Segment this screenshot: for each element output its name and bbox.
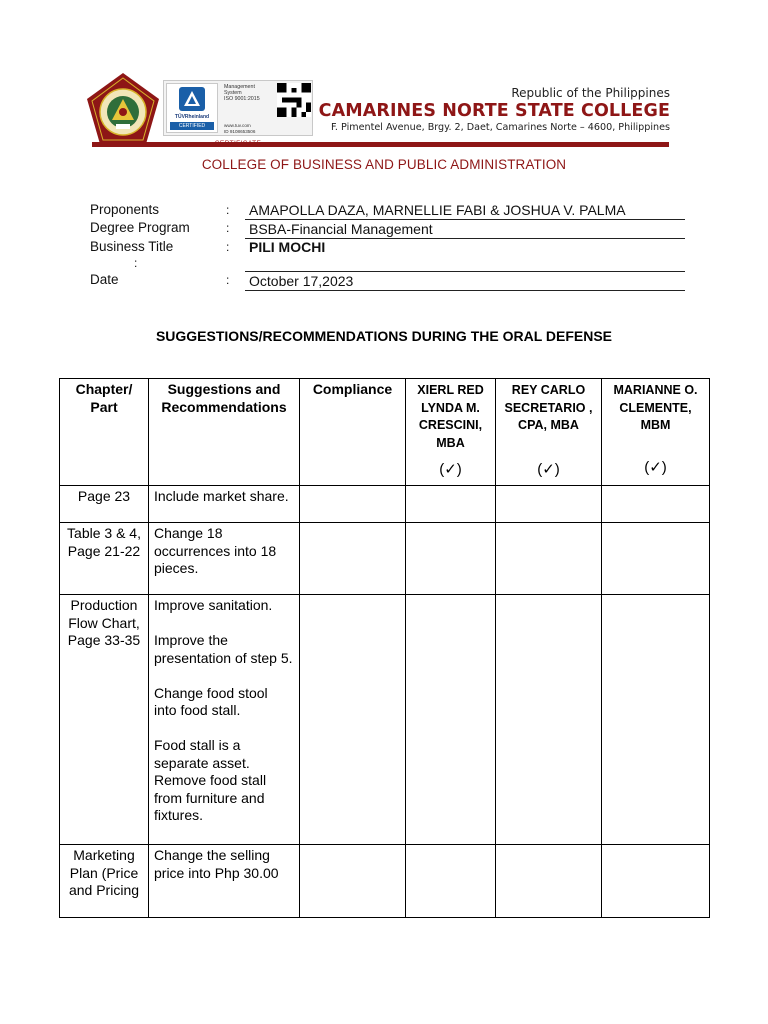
panel-2-check: (✓) [537, 460, 560, 478]
row-4-suggestions [149, 845, 300, 918]
header-compliance: Compliance [300, 379, 406, 486]
proponents-label: Proponents [90, 202, 160, 217]
row-4-compliance [300, 845, 406, 918]
proponents-value: AMAPOLLA DAZA, MARNELLIE FABI & JOSHUA V. PALMA [245, 202, 685, 220]
row-2-panel-2 [496, 523, 602, 595]
row-4-panel-3 [602, 845, 710, 918]
header-panel-1 [406, 379, 496, 486]
degree-value: BSBA-Financial Management [245, 221, 685, 239]
row-1-panel-2 [496, 486, 602, 523]
panel-1-name: XIERL RED LYNDA M. CRESCINI, MBA [417, 383, 484, 450]
row-2-suggestions [149, 523, 300, 595]
date-label: Date [90, 272, 119, 287]
suggestion-text: Change the selling price into Php 30.00 [154, 847, 279, 881]
row-1-chapter: Page 23 [60, 486, 149, 523]
header-divider [92, 142, 669, 147]
row-2-compliance [300, 523, 406, 595]
row-2-panel-1 [406, 523, 496, 595]
degree-colon: : [226, 221, 230, 235]
tuv-rheinland-logo [166, 83, 218, 133]
certified-band: CERTIFIED [170, 122, 214, 130]
date-value: October 17,2023 [245, 273, 685, 291]
recommendations-table [59, 378, 710, 918]
date-colon: : [226, 273, 230, 287]
college-name: CAMARINES NORTE STATE COLLEGE [318, 101, 670, 121]
tuv-triangle-icon [167, 84, 217, 114]
row-3-panel-2 [496, 595, 602, 845]
row-2-panel-3 [602, 523, 710, 595]
proponents-colon: : [226, 203, 230, 217]
header-chapter: Chapter/ Part [60, 379, 149, 486]
cert-contact-text: www.tuv.com ID 9108653506 [224, 123, 256, 134]
tuv-brand-text: TÜVRheinland [174, 114, 210, 120]
table-header-row [60, 379, 710, 486]
suggestion-text: Improve sanitation. [154, 597, 273, 613]
row-3-panel-1 [406, 595, 496, 845]
business-title-value: PILI MOCHI [245, 239, 685, 272]
business-title-colon: : [226, 240, 230, 254]
iso-certification-badge [163, 80, 313, 136]
table-row [60, 523, 710, 595]
panel-2-name: REY CARLO SECRETARIO , CPA, MBA [504, 383, 593, 432]
header-panel-2 [496, 379, 602, 486]
panel-3-name: MARIANNE O. CLEMENTE, MBM [613, 383, 698, 432]
header-panel-3 [602, 379, 710, 486]
college-seal-logo [86, 72, 160, 146]
row-4-panel-2 [496, 845, 602, 918]
business-title-label: Business Title [90, 239, 174, 254]
panel-1-check: (✓) [439, 461, 462, 478]
suggestion-text: Change food stool into food stall. [154, 684, 268, 718]
section-title: SUGGESTIONS/RECOMMENDATIONS DURING THE ORAL DEFENSE [155, 328, 613, 344]
degree-label: Degree Program [90, 220, 190, 235]
row-4-chapter: Marketing Plan (Price and Pricing [60, 845, 149, 918]
row-3-panel-3 [602, 595, 710, 845]
row-1-panel-1 [406, 486, 496, 523]
row-1-panel-3 [602, 486, 710, 523]
suggestion-text: Change 18 occurrences into 18 pieces. [154, 525, 277, 576]
business-title-colon-2: : [134, 256, 138, 270]
table-row [60, 486, 710, 523]
college-address: F. Pimentel Avenue, Brgy. 2, Daet, Camarines Norte – 4600, Philippines [330, 122, 670, 133]
suggestion-text: Improve the presentation of step 5. [154, 632, 293, 666]
row-2-chapter: Table 3 & 4, Page 21-22 [60, 523, 149, 595]
row-3-compliance [300, 595, 406, 845]
republic-text: Republic of the Philippines [511, 86, 670, 100]
row-1-suggestions [149, 486, 300, 523]
row-4-panel-1 [406, 845, 496, 918]
panel-3-check: (✓) [644, 458, 667, 476]
suggestion-text: Food stall is a separate asset. Remove food stall from furniture and fixtures. [154, 737, 267, 823]
header-suggestions: Suggestions and Recommendations [149, 379, 300, 486]
cert-management-text: Management System ISO 9001:2015 [224, 84, 260, 102]
row-3-suggestions [149, 595, 300, 845]
row-1-compliance [300, 486, 406, 523]
row-3-chapter: Production Flow Chart, Page 33-35 [60, 595, 149, 845]
table-row [60, 595, 710, 845]
suggestion-text: Include market share. [154, 488, 289, 504]
department-title: COLLEGE OF BUSINESS AND PUBLIC ADMINISTRATION [201, 157, 567, 172]
table-row [60, 845, 710, 918]
